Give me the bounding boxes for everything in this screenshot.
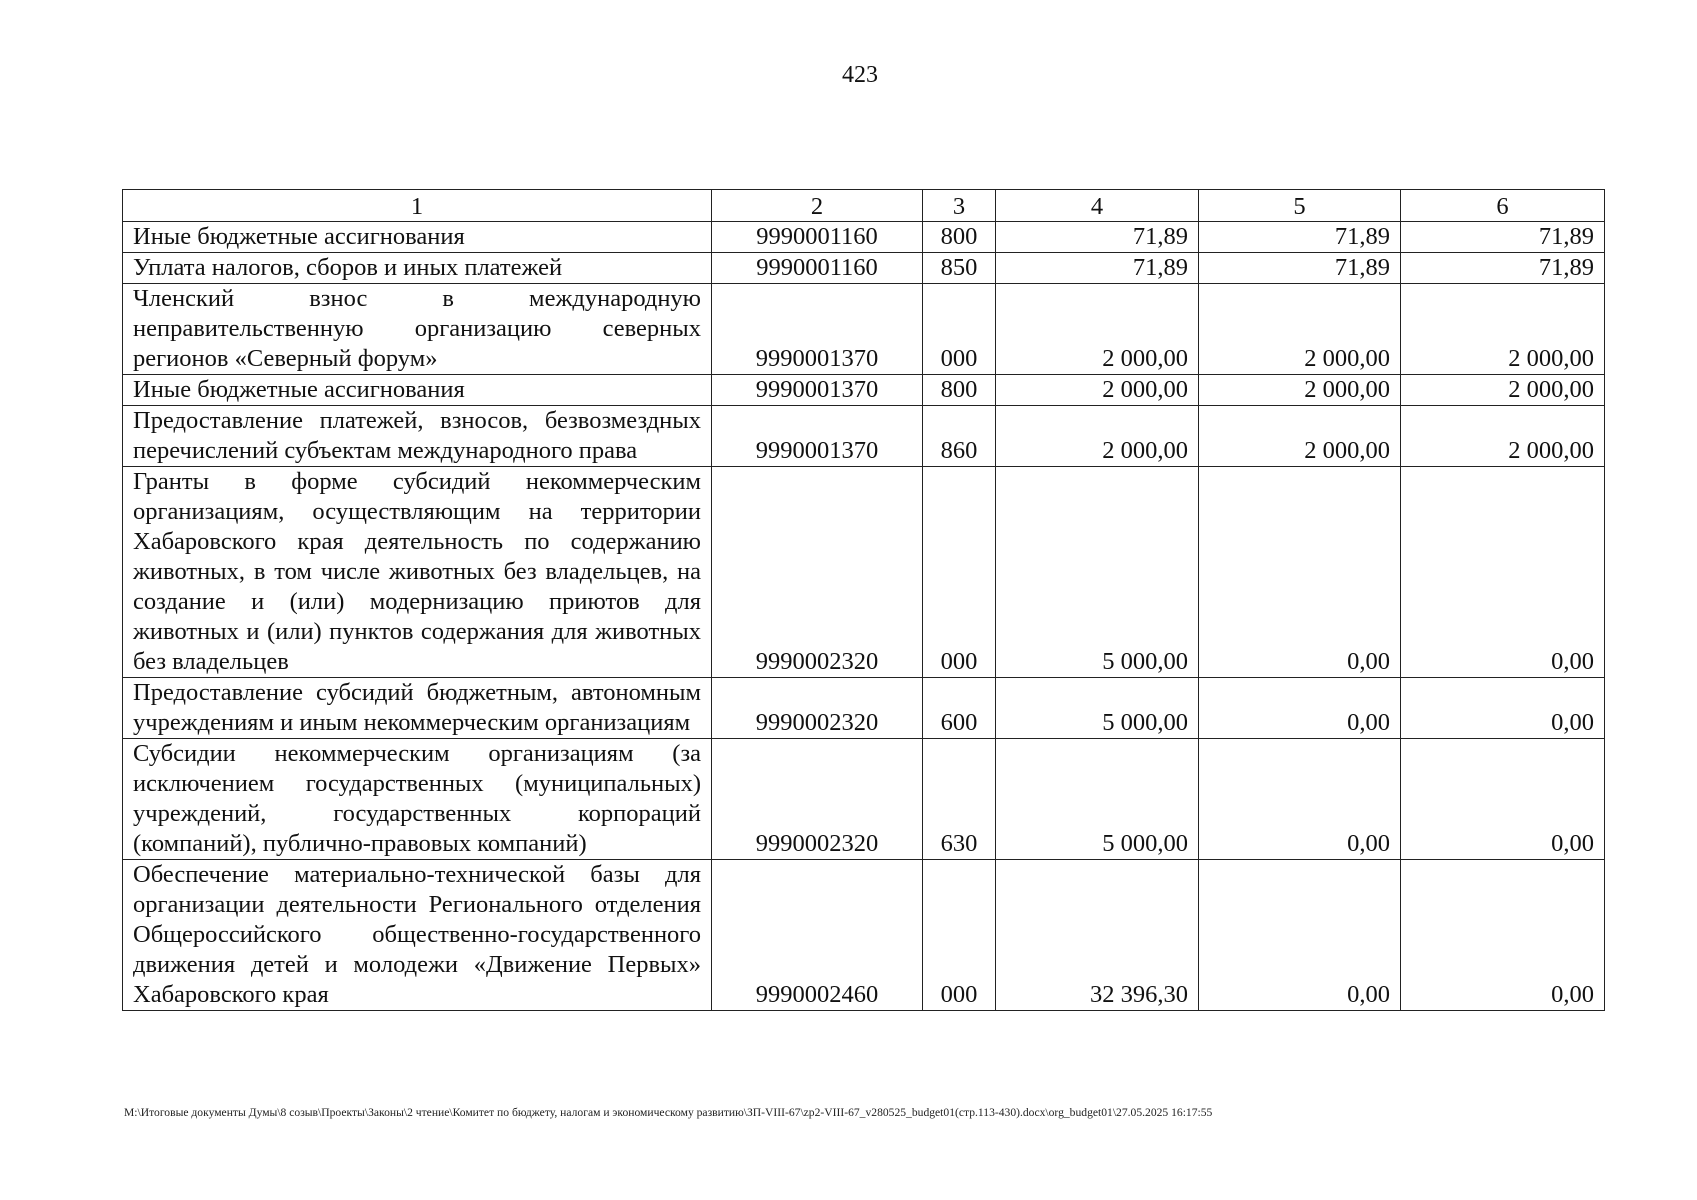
row-target-code: 9990001160 [712, 222, 923, 253]
row-target-code: 9990001370 [712, 375, 923, 406]
row-name: Членский взнос в международную неправительственную организацию северных регионов «Северный форум» [123, 284, 712, 375]
column-header-4: 4 [996, 190, 1199, 222]
table-row [123, 467, 1605, 678]
row-target-code: 9990002320 [712, 678, 923, 739]
row-target-code: 9990001370 [712, 406, 923, 467]
column-header-3: 3 [923, 190, 996, 222]
table-row [123, 739, 1605, 860]
table-row [123, 253, 1605, 284]
column-header-6: 6 [1401, 190, 1605, 222]
row-value-col4: 32 396,30 [996, 860, 1199, 1011]
row-target-code: 9990002320 [712, 467, 923, 678]
row-value-col5: 2 000,00 [1199, 284, 1401, 375]
row-expense-kind: 000 [923, 284, 996, 375]
row-value-col4: 5 000,00 [996, 739, 1199, 860]
row-value-col4: 71,89 [996, 253, 1199, 284]
row-name: Гранты в форме субсидий некоммерческим организациям, осуществляющим на территории Хабаровского края деятельность по содержанию животных, в том числе животных без владельцев, на создание и (или) модернизацию приютов для животных и (или) пунктов содержания для животных без владельцев [123, 467, 712, 678]
row-value-col6: 0,00 [1401, 467, 1605, 678]
row-name: Обеспечение материально-технической базы для организации деятельности Регионального отделения Общероссийского общественно-государственного движения детей и молодежи «Движение Первых» Хабаровского края [123, 860, 712, 1011]
row-expense-kind: 600 [923, 678, 996, 739]
row-value-col4: 2 000,00 [996, 375, 1199, 406]
row-target-code: 9990002460 [712, 860, 923, 1011]
row-name: Иные бюджетные ассигнования [123, 375, 712, 406]
table-row [123, 284, 1605, 375]
row-value-col6: 2 000,00 [1401, 375, 1605, 406]
table-header-row [123, 190, 1605, 222]
column-header-5: 5 [1199, 190, 1401, 222]
row-value-col5: 71,89 [1199, 253, 1401, 284]
row-expense-kind: 000 [923, 860, 996, 1011]
table-row [123, 860, 1605, 1011]
row-name: Уплата налогов, сборов и иных платежей [123, 253, 712, 284]
row-value-col5: 71,89 [1199, 222, 1401, 253]
row-expense-kind: 630 [923, 739, 996, 860]
row-expense-kind: 860 [923, 406, 996, 467]
row-value-col5: 2 000,00 [1199, 375, 1401, 406]
row-value-col6: 0,00 [1401, 860, 1605, 1011]
row-value-col5: 0,00 [1199, 739, 1401, 860]
row-target-code: 9990001370 [712, 284, 923, 375]
row-value-col6: 71,89 [1401, 253, 1605, 284]
table-row [123, 678, 1605, 739]
row-value-col6: 2 000,00 [1401, 406, 1605, 467]
column-header-2: 2 [712, 190, 923, 222]
row-value-col5: 0,00 [1199, 678, 1401, 739]
table-row [123, 375, 1605, 406]
row-value-col6: 0,00 [1401, 739, 1605, 860]
table-row [123, 406, 1605, 467]
document-file-path: M:\Итоговые документы Думы\8 созыв\Проекты\Законы\2 чтение\Комитет по бюджету, налогам и экономическому развитию\ЗП-VIII-67\zp2-VIII-67_v280525_budget01(стр.113-430).docx\org_budget01\27.05.2025 16:17:55 [124, 1106, 1213, 1119]
row-expense-kind: 000 [923, 467, 996, 678]
row-expense-kind: 800 [923, 375, 996, 406]
row-value-col6: 71,89 [1401, 222, 1605, 253]
row-name: Иные бюджетные ассигнования [123, 222, 712, 253]
page-number: 423 [842, 62, 878, 88]
row-target-code: 9990002320 [712, 739, 923, 860]
row-value-col5: 0,00 [1199, 860, 1401, 1011]
row-value-col4: 2 000,00 [996, 284, 1199, 375]
row-value-col4: 2 000,00 [996, 406, 1199, 467]
row-expense-kind: 800 [923, 222, 996, 253]
row-value-col5: 2 000,00 [1199, 406, 1401, 467]
row-value-col6: 0,00 [1401, 678, 1605, 739]
row-name: Предоставление платежей, взносов, безвозмездных перечислений субъектам международного права [123, 406, 712, 467]
column-header-1: 1 [123, 190, 712, 222]
row-expense-kind: 850 [923, 253, 996, 284]
row-value-col4: 5 000,00 [996, 678, 1199, 739]
row-value-col5: 0,00 [1199, 467, 1401, 678]
row-name: Предоставление субсидий бюджетным, автономным учреждениям и иным некоммерческим организациям [123, 678, 712, 739]
row-value-col6: 2 000,00 [1401, 284, 1605, 375]
budget-table [122, 189, 1605, 1011]
row-name: Субсидии некоммерческим организациям (за исключением государственных (муниципальных) учреждений, государственных корпораций (компаний), публично-правовых компаний) [123, 739, 712, 860]
table-row [123, 222, 1605, 253]
row-target-code: 9990001160 [712, 253, 923, 284]
row-value-col4: 71,89 [996, 222, 1199, 253]
row-value-col4: 5 000,00 [996, 467, 1199, 678]
